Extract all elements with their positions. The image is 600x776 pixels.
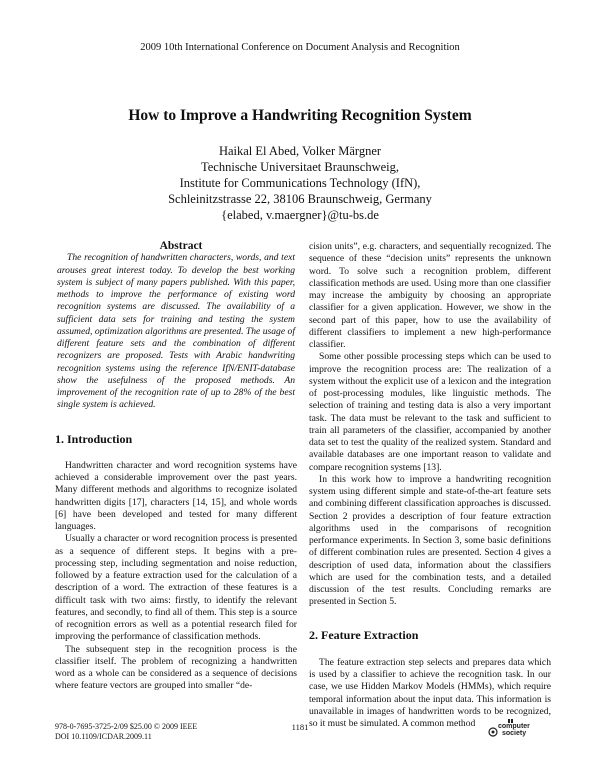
intro-paragraph: The subsequent step in the recognition process is the classifier itself. The problem of recognizing a handwritten word as a whole can be considered as a sequence of decisions where feature vectors are grouped into smaller “de- <box>55 643 297 692</box>
author-institution: Technische Universitaet Braunschweig, <box>200 160 400 174</box>
author-names: Haikal El Abed, Volker Märgner <box>218 144 382 158</box>
body-paragraph: cision units”, e.g. characters, and sequentially recognized. The sequence of these “decision units” represents the unknown word. To solve such a recognition problem, different classification methods are used. Using more than one classifier may increase the ambiguity by choosing an appropriate classifier for a given application. However, we show in the second part of this paper, how to use the availability of different classifiers to implement a new high-performance classifier. <box>309 241 551 350</box>
body-paragraph: In this work how to improve a handwriting recognition system using different simple and state-of-the-art feature sets and combining different classification approaches is discussed. Section 2 provides a description of four feature extraction algorithms used in the comparisons of recognition performance experiments. In Section 3, some basic definitions of different combination rules are presented. Section 4 gives a description of used data, information about the classifiers which are used for the combination tests, and a detailed discussion of the test results. Concluding remarks are presented in Section 5. <box>309 473 551 608</box>
abstract-heading: Abstract <box>159 240 203 252</box>
logo-line-society: society <box>502 730 527 737</box>
abstract-text: The recognition of handwritten characters, words, and text arouses great interest today. To develop the best working system is subject of many papers published. With this paper, methods to improve the performance of existing word recognition systems are discussed. The availability of a sufficient data sets for training and testing the system assumed, optimization algorithms are presented. The usage of different feature sets and the combination of different recognizers are proposed. Tests with Arabic handwriting recognition systems using the reference IfN/ENIT-database show the usefulness of the proposed methods. An improvement of the recognition rate of up to 28% of the best single system is achieved. <box>57 252 295 411</box>
feature-extraction-heading: 2. Feature Extraction <box>309 627 419 642</box>
author-block <box>0 143 600 223</box>
feature-paragraph: The feature extraction step selects and prepares data which is used by a classifier to achieve the recognition task. In our case, we use Hidden Markov Models (HMMs), which require temporal information about the input data. This information is unavailable in images of handwritten words to be recognized, so it must be simulated. A common method <box>309 656 551 729</box>
author-institute: Institute for Communications Technology (IfN), <box>179 176 421 190</box>
introduction-heading: 1. Introduction <box>55 431 133 446</box>
doi-line: DOI 10.1109/ICDAR.2009.11 <box>55 732 152 741</box>
paper-title: How to Improve a Handwriting Recognition System <box>128 107 472 124</box>
logo-line-computer: computer <box>498 723 530 730</box>
right-column <box>309 241 551 730</box>
author-address: Schleinitzstrasse 22, 38106 Braunschweig, Germany <box>168 192 432 206</box>
logo-text <box>498 723 530 737</box>
intro-paragraph: Handwritten character and word recognition systems have achieved a considerable improvement over the past years. Many different methods and algorithms to recognize isolated handwritten digits [17], characters [14, 15], and whole words [6] have been developed and tested for many different languages. <box>55 459 297 532</box>
isbn-line: 978-0-7695-3725-2/09 $25.00 © 2009 IEEE <box>55 722 198 731</box>
body-paragraph: Some other possible processing steps which can be used to improve the recognition process are: The realization of a system without the explicit use of a lexicon and the integration of post-processing modules, like linguistic methods. The selection of training and testing data is also a very important task. The data must be relevant to the task and sufficient to train all parameters of the classifier, accompanied by another data set to test the quality of the realized system. Standard and available databases are one important reason to validate and compare recognition systems [13]. <box>309 351 551 473</box>
page-number: 1181 <box>291 722 309 732</box>
intro-paragraph: Usually a character or word recognition process is presented as a sequence of different steps. It begins with a pre-processing step, including segmentation and noise reduction, followed by a feature extraction used for the calculation of a description of a word. The extraction of these features is a difficult task with two aims: firstly, to identify the relevant features, and secondly, to find all of them. This step is a source of recognition errors as well as a potential research filed for improving the performance of classification methods. <box>55 533 297 643</box>
conference-header: 2009 10th International Conference on Document Analysis and Recognition <box>140 42 460 53</box>
computer-society-logo <box>488 718 548 744</box>
left-column <box>55 240 297 693</box>
author-email: {elabed, v.maergner}@tu-bs.de <box>221 208 379 222</box>
